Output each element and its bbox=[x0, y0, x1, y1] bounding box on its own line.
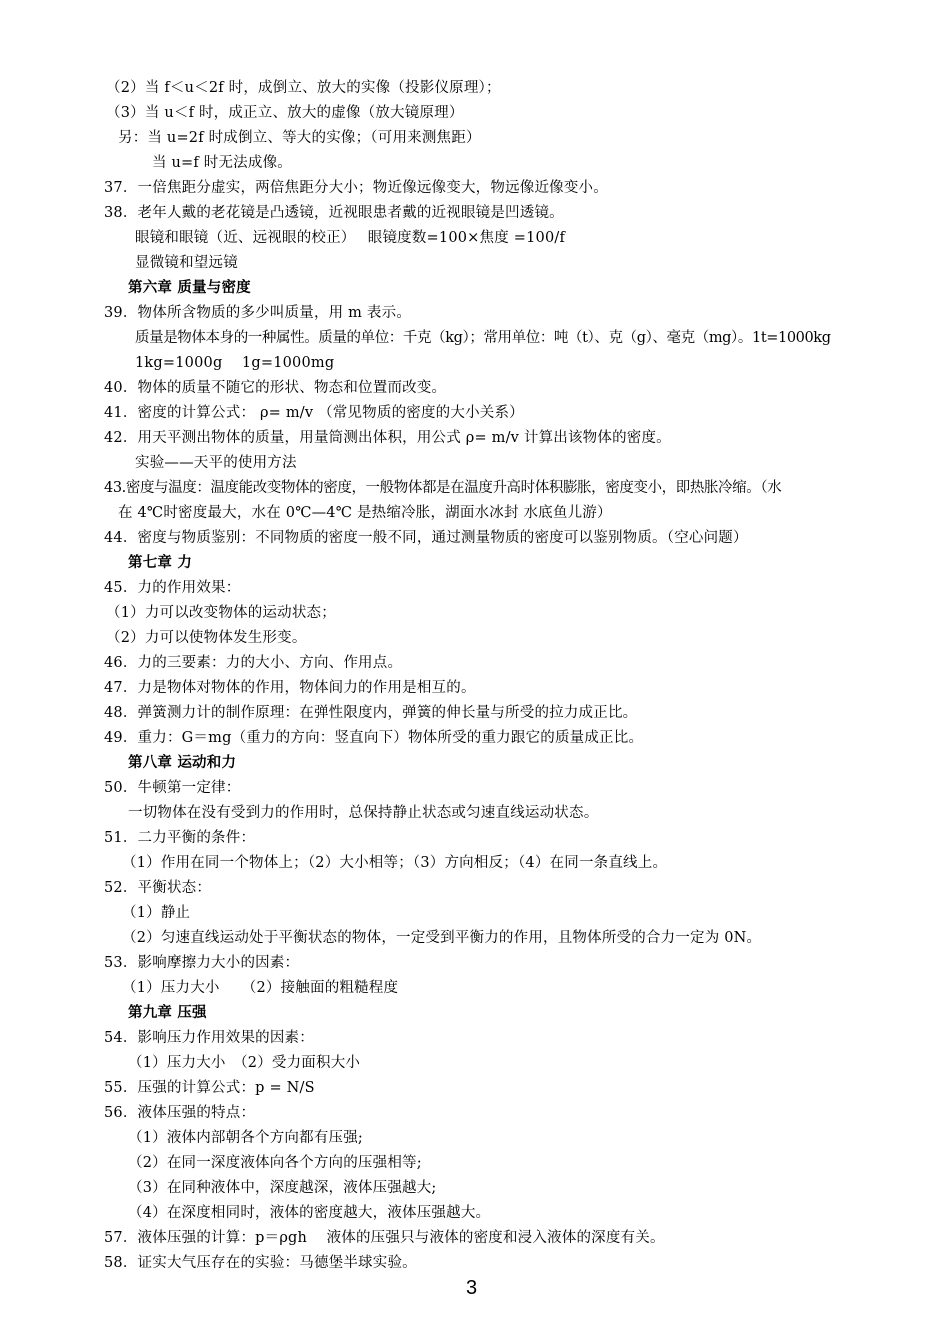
text-line: 实验——天平的使用方法 bbox=[135, 455, 297, 471]
text-line: 38．老年人戴的老花镜是凸透镜，近视眼患者戴的近视眼镜是凹透镜。 bbox=[104, 205, 564, 221]
text-line: （1）力可以改变物体的运动状态； bbox=[106, 605, 336, 621]
chapter-heading: 第八章 运动和力 bbox=[128, 755, 237, 771]
text-line: （4）在深度相同时，液体的密度越大，液体压强越大。 bbox=[128, 1205, 491, 1221]
text-line: 42．用天平测出物体的质量，用量筒测出体积，用公式 ρ= m/v 计算出该物体的密度。 bbox=[104, 430, 671, 446]
text-line: （1）压力大小 （2）接触面的粗糙程度 bbox=[122, 980, 399, 996]
text-line: （2）当 f＜u＜2f 时，成倒立、放大的实像（投影仪原理）； bbox=[106, 80, 501, 96]
text-line: 在 4℃时密度最大，水在 0℃—4℃ 是热缩冷胀，湖面水冰封 水底鱼儿游） bbox=[118, 505, 612, 521]
text-line: 50．牛顿第一定律： bbox=[104, 780, 241, 796]
text-line: 47．力是物体对物体的作用，物体间力的作用是相互的。 bbox=[104, 680, 476, 696]
text-line: 37．一倍焦距分虚实，两倍焦距分大小；物近像远像变大，物远像近像变小。 bbox=[104, 180, 608, 196]
text-line: 45．力的作用效果： bbox=[104, 580, 241, 596]
text-line: 54．影响压力作用效果的因素： bbox=[104, 1030, 314, 1046]
text-line: 另：当 u=2f 时成倒立、等大的实像；（可用来测焦距） bbox=[118, 130, 481, 146]
text-line: 当 u=f 时无法成像。 bbox=[152, 155, 292, 171]
text-line: 眼镜和眼镜（近、远视眼的校正） 眼镜度数=100×焦度 =100/f bbox=[135, 230, 566, 246]
text-line: 44．密度与物质鉴别：不同物质的密度一般不同，通过测量物质的密度可以鉴别物质。（空心问题） bbox=[104, 530, 748, 546]
chapter-heading: 第九章 压强 bbox=[128, 1005, 207, 1021]
text-line: （3）在同种液体中，深度越深，液体压强越大; bbox=[128, 1180, 437, 1196]
text-line: 46．力的三要素：力的大小、方向、作用点。 bbox=[104, 655, 403, 671]
chapter-heading: 第七章 力 bbox=[128, 555, 193, 571]
text-line: 48．弹簧测力计的制作原理：在弹性限度内，弹簧的伸长量与所受的拉力成正比。 bbox=[104, 705, 638, 721]
text-line: 49．重力：G＝mg（重力的方向：竖直向下）物体所受的重力跟它的质量成正比。 bbox=[104, 730, 644, 746]
text-line: （1）压力大小 （2）受力面积大小 bbox=[128, 1055, 361, 1071]
text-line: 52．平衡状态： bbox=[104, 880, 212, 896]
text-line: （3）当 u＜f 时，成正立、放大的虚像（放大镜原理） bbox=[106, 105, 464, 121]
page-number: 3 bbox=[466, 1277, 478, 1299]
text-line: 53．影响摩擦力大小的因素： bbox=[104, 955, 300, 971]
text-line: （2）力可以使物体发生形变。 bbox=[106, 630, 307, 646]
text-line: 一切物体在没有受到力的作用时，总保持静止状态或匀速直线运动状态。 bbox=[128, 805, 599, 821]
text-line: 39．物体所含物质的多少叫质量，用 m 表示。 bbox=[104, 305, 412, 321]
text-line: （2）在同一深度液体向各个方向的压强相等; bbox=[128, 1155, 422, 1171]
text-line: 55．压强的计算公式：p = N/S bbox=[104, 1080, 315, 1096]
text-line: 58．证实大气压存在的实验：马德堡半球实验。 bbox=[104, 1255, 417, 1271]
text-line: 43.密度与温度：温度能改变物体的密度，一般物体都是在温度升高时体积膨胀，密度变小，即热胀冷缩。（水 bbox=[104, 480, 782, 496]
text-line: 质量是物体本身的一种属性。质量的单位：千克（kg）；常用单位：吨（t）、克（g）、毫克（mg）。1t=1000kg bbox=[135, 330, 831, 346]
text-line: 显微镜和望远镜 bbox=[135, 255, 238, 271]
text-line: 56．液体压强的特点： bbox=[104, 1105, 256, 1121]
text-line: （1）作用在同一个物体上；（2）大小相等；（3）方向相反；（4）在同一条直线上。 bbox=[122, 855, 668, 871]
text-line: 51．二力平衡的条件： bbox=[104, 830, 256, 846]
text-line: （1）液体内部朝各个方向都有压强; bbox=[128, 1130, 364, 1146]
text-line: 57．液体压强的计算：p＝ρgh 液体的压强只与液体的密度和浸入液体的深度有关。 bbox=[104, 1230, 665, 1246]
text-line: 41．密度的计算公式： ρ= m/v （常见物质的密度的大小关系） bbox=[104, 405, 524, 421]
text-line: 1kg=1000g 1g=1000mg bbox=[135, 355, 335, 371]
text-line: 40．物体的质量不随它的形状、物态和位置而改变。 bbox=[104, 380, 447, 396]
chapter-heading: 第六章 质量与密度 bbox=[128, 280, 251, 296]
text-line: （2）匀速直线运动处于平衡状态的物体，一定受到平衡力的作用，且物体所受的合力一定为 0N。 bbox=[122, 930, 762, 946]
text-line: （1）静止 bbox=[122, 905, 191, 921]
